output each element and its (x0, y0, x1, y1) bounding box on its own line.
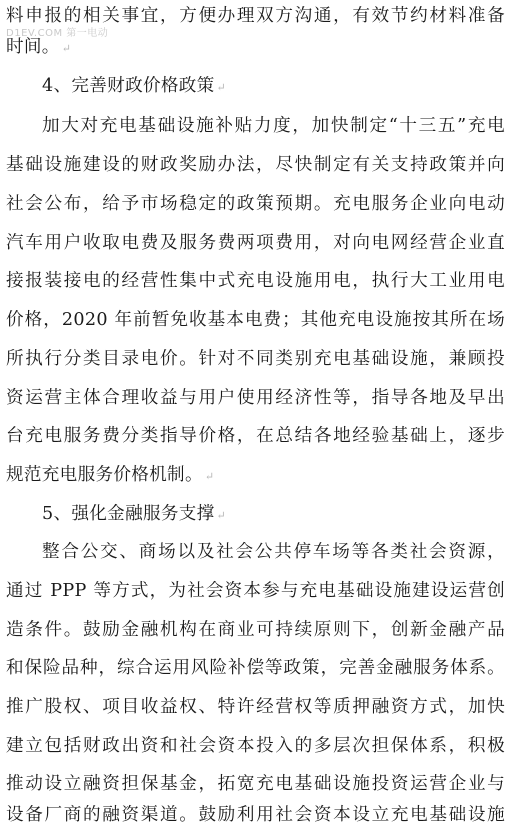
text-line-15 (6, 534, 505, 570)
line-text: 推广股权、项目收益权、特许经营权等质押融资方式，加快 (6, 697, 505, 717)
heading-text: 4、完善财政价格政策 (42, 76, 215, 96)
line-text: 造条件。鼓励金融机构在商业可持续原则下，创新金融产品 (6, 620, 505, 640)
line-text: 整合公交、商场以及社会公共停车场等各类社会资源， (42, 542, 505, 562)
text-line-17 (6, 612, 505, 648)
line-text: 价格，2020 年前暂免收基本电费；其他充电设施按其所在场 (6, 310, 505, 330)
text-line-5 (6, 147, 505, 183)
text-line-13 (6, 457, 505, 493)
line-text: 接报装接电的经营性集中式充电设施用电，执行大工业用电 (6, 271, 505, 291)
text-line-7 (6, 225, 505, 261)
text-line-2 (6, 29, 505, 65)
text-line-4 (6, 108, 505, 144)
paragraph-mark-icon: ↵ (216, 509, 227, 522)
line-text: 加大对充电基础设施补贴力度，加快制定“十三五”充电 (42, 116, 505, 136)
text-line-8 (6, 263, 505, 299)
paragraph-mark-icon: ↵ (61, 42, 72, 55)
line-text: 料申报的相关事宜，方便办理双方沟通，有效节约材料准备 (6, 6, 505, 26)
text-line-10 (6, 341, 505, 377)
text-line-16 (6, 573, 505, 609)
text-line-11 (6, 380, 505, 416)
line-text: 通过 PPP 等方式，为社会资本参与充电基础设施建设运营创 (6, 581, 505, 601)
line-text: 资运营主体合理收益与用户使用经济性等，指导各地及早出 (6, 388, 505, 408)
line-text: 和保险品种，综合运用风险补偿等政策，完善金融服务体系。 (6, 658, 505, 678)
line-text: 时间。 (6, 37, 60, 57)
line-text: 规范充电服务价格机制。 (6, 465, 203, 485)
text-line-9 (6, 302, 505, 338)
watermark: D1EV.COM 第一电动 (6, 28, 109, 39)
line-text: 所执行分类目录电价。针对不同类别充电基础设施，兼顾投 (6, 349, 505, 369)
text-line-18 (6, 650, 505, 686)
heading-text: 5、强化金融服务支撑 (42, 504, 215, 524)
text-line-20 (6, 728, 505, 764)
line-text: 设备厂商的融资渠道。鼓励利用社会资本设立充电基础设施 (6, 805, 505, 825)
section-heading-4 (6, 68, 505, 104)
line-text: 建立包括财政出资和社会资本投入的多层次担保体系，积极 (6, 736, 505, 756)
text-line-12 (6, 418, 505, 454)
paragraph-mark-icon: ↵ (216, 81, 227, 94)
text-line-6 (6, 186, 505, 222)
line-text: 推动设立融资担保基金，拓宽充电基础设施投资运营企业与 (6, 774, 505, 794)
line-text: 台充电服务费分类指导价格，在总结各地经验基础上，逐步 (6, 426, 505, 446)
line-text: 基础设施建设的财政奖励办法，尽快制定有关支持政策并向 (6, 155, 505, 175)
line-text: 社会公布，给予市场稳定的政策预期。充电服务企业向电动 (6, 194, 505, 214)
paragraph-mark-icon: ↵ (204, 470, 215, 483)
text-line-22 (6, 797, 505, 833)
text-line-19 (6, 689, 505, 725)
section-heading-5 (6, 496, 505, 532)
line-text: 汽车用户收取电费及服务费两项费用，对向电网经营企业直 (6, 233, 505, 253)
